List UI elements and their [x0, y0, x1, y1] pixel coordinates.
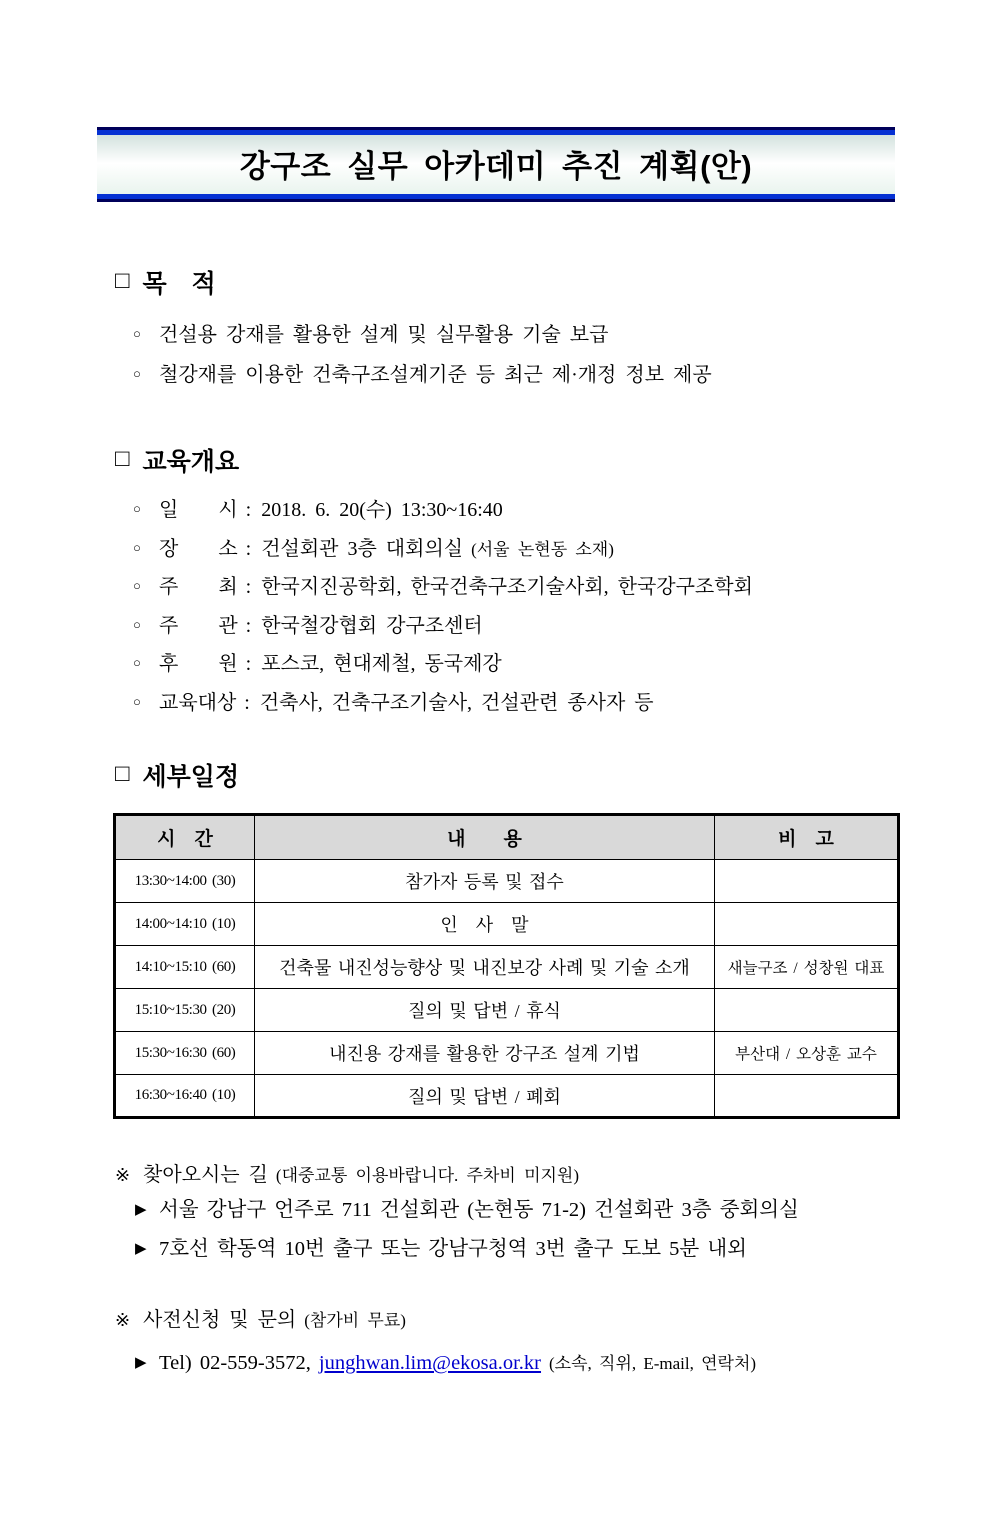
colon-separator: :	[245, 614, 252, 637]
table-row	[115, 989, 899, 1032]
purpose-list	[97, 316, 895, 396]
overview-value: 한국지진공학회, 한국건축구조기술사회, 한국강구조학회	[261, 576, 753, 598]
cell-content: 참가자 등록 및 접수	[255, 860, 715, 903]
circle-bullet-icon: ○	[133, 326, 141, 341]
page-title: 강구조 실무 아카데미 추진 계획(안)	[239, 149, 753, 184]
table-row	[115, 860, 899, 903]
section-heading-schedule	[115, 757, 895, 793]
cell-note	[715, 989, 899, 1032]
section-heading-overview	[115, 442, 895, 478]
cell-content: 건축물 내진성능향상 및 내진보강 사례 및 기술 소개	[255, 946, 715, 989]
cell-time: 13:30~14:00 (30)	[115, 860, 255, 903]
checkbox-square-icon: □	[115, 445, 130, 472]
contact-tel-text: Tel) 02-559-3572,	[159, 1352, 311, 1374]
contact-email-note: (소속, 직위, E-mail, 연락처)	[549, 1354, 757, 1373]
document-content	[0, 264, 992, 1384]
circle-bullet-icon: ○	[133, 539, 141, 555]
section-heading-purpose	[115, 264, 895, 300]
title-banner	[97, 127, 895, 202]
overview-list	[97, 492, 895, 723]
directions-block	[115, 1159, 895, 1270]
column-header-note: 비 고	[715, 815, 899, 860]
schedule-table	[113, 813, 900, 1119]
circle-bullet-icon: ○	[133, 616, 141, 632]
directions-heading	[115, 1159, 895, 1192]
reference-mark-icon: ※	[115, 1165, 131, 1185]
cell-time: 14:10~15:10 (60)	[115, 946, 255, 989]
circle-bullet-icon: ○	[133, 578, 141, 593]
list-item	[133, 608, 895, 647]
column-header-time: 시 간	[115, 815, 255, 860]
document-page	[0, 127, 992, 1530]
overview-value: 건축사, 건축구조기술사, 건설관련 종사자 등	[259, 691, 654, 714]
cell-note	[715, 860, 899, 903]
colon-separator: :	[245, 537, 252, 560]
contact-heading-text: 사전신청 및 문의	[143, 1309, 297, 1331]
directions-item-text: 7호선 학동역 10번 출구 또는 강남구청역 3번 출구 도보 5분 내외	[159, 1238, 747, 1260]
overview-label: 주 관	[159, 614, 238, 637]
overview-value-note: (서울 논현동 소재)	[471, 539, 614, 559]
circle-bullet-icon: ○	[133, 366, 141, 381]
contact-heading-note: (참가비 무료)	[304, 1311, 406, 1330]
arrow-bullet-icon: ▶	[135, 1355, 147, 1371]
list-item	[133, 492, 895, 531]
colon-separator: :	[244, 691, 250, 714]
cell-time: 15:30~16:30 (60)	[115, 1032, 255, 1075]
cell-content: 인 사 말	[255, 903, 715, 946]
cell-time: 15:10~15:30 (20)	[115, 989, 255, 1032]
list-item	[135, 1192, 895, 1231]
cell-time: 16:30~16:40 (10)	[115, 1075, 255, 1118]
table-row	[115, 903, 899, 946]
list-item	[133, 646, 895, 685]
overview-value: 한국철강협회 강구조센터	[261, 614, 483, 637]
banner-bottom-bar	[97, 194, 895, 202]
contact-tel-line	[135, 1345, 895, 1384]
cell-note: 부산대 / 오상훈 교수	[715, 1032, 899, 1075]
purpose-item-text: 건설용 강재를 활용한 설계 및 실무활용 기술 보급	[159, 324, 609, 346]
directions-heading-note: (대중교통 이용바랍니다. 주차비 미지원)	[275, 1166, 579, 1185]
section-heading-purpose-label: 목 적	[142, 270, 216, 298]
list-item	[135, 1231, 895, 1270]
cell-content: 질의 및 답변 / 폐회	[255, 1075, 715, 1118]
directions-item-text: 서울 강남구 언주로 711 건설회관 (논현동 71-2) 건설회관 3층 중회의실	[159, 1199, 799, 1221]
cell-content: 질의 및 답변 / 휴식	[255, 989, 715, 1032]
list-item	[133, 685, 895, 724]
checkbox-square-icon: □	[115, 267, 130, 294]
contact-heading	[115, 1304, 895, 1337]
cell-note: 새늘구조 / 성창원 대표	[715, 946, 899, 989]
table-row	[115, 946, 899, 989]
overview-label: 후 원	[159, 653, 238, 675]
list-item	[133, 531, 895, 570]
cell-time: 14:00~14:10 (10)	[115, 903, 255, 946]
section-heading-overview-label: 교육개요	[142, 448, 240, 476]
purpose-item-text: 철강재를 이용한 건축구조설계기준 등 최근 제·개정 정보 제공	[159, 364, 712, 386]
circle-bullet-icon: ○	[133, 501, 141, 516]
overview-label: 일 시	[159, 499, 238, 521]
table-row	[115, 1032, 899, 1075]
overview-value: 2018. 6. 20(수) 13:30~16:40	[261, 499, 503, 521]
list-item	[133, 569, 895, 608]
arrow-bullet-icon: ▶	[135, 1202, 147, 1218]
contact-email-link[interactable]: junghwan.lim@ekosa.or.kr	[318, 1352, 542, 1374]
reference-mark-icon: ※	[115, 1310, 131, 1330]
colon-separator: :	[245, 576, 252, 598]
circle-bullet-icon: ○	[133, 655, 141, 670]
cell-note	[715, 903, 899, 946]
banner-top-bar	[97, 127, 895, 135]
directions-heading-text: 찾아오시는 길	[143, 1164, 268, 1186]
section-heading-schedule-label: 세부일정	[142, 763, 240, 791]
cell-content: 내진용 강재를 활용한 강구조 설계 기법	[255, 1032, 715, 1075]
list-item	[133, 356, 895, 396]
table-row	[115, 1075, 899, 1118]
column-header-content: 내 용	[255, 815, 715, 860]
list-item	[133, 316, 895, 356]
banner-title-area	[97, 135, 895, 194]
overview-label: 주 최	[159, 576, 238, 598]
colon-separator: :	[245, 653, 252, 675]
cell-note	[715, 1075, 899, 1118]
overview-label: 장 소	[159, 537, 238, 560]
arrow-bullet-icon: ▶	[135, 1241, 147, 1257]
table-header-row	[115, 815, 899, 860]
circle-bullet-icon: ○	[133, 693, 141, 709]
overview-value: 포스코, 현대제철, 동국제강	[261, 653, 502, 675]
colon-separator: :	[245, 499, 252, 521]
contact-block	[115, 1304, 895, 1384]
overview-value: 건설회관 3층 대회의실	[261, 537, 464, 560]
checkbox-square-icon: □	[115, 760, 130, 787]
overview-label: 교육대상	[159, 691, 237, 714]
